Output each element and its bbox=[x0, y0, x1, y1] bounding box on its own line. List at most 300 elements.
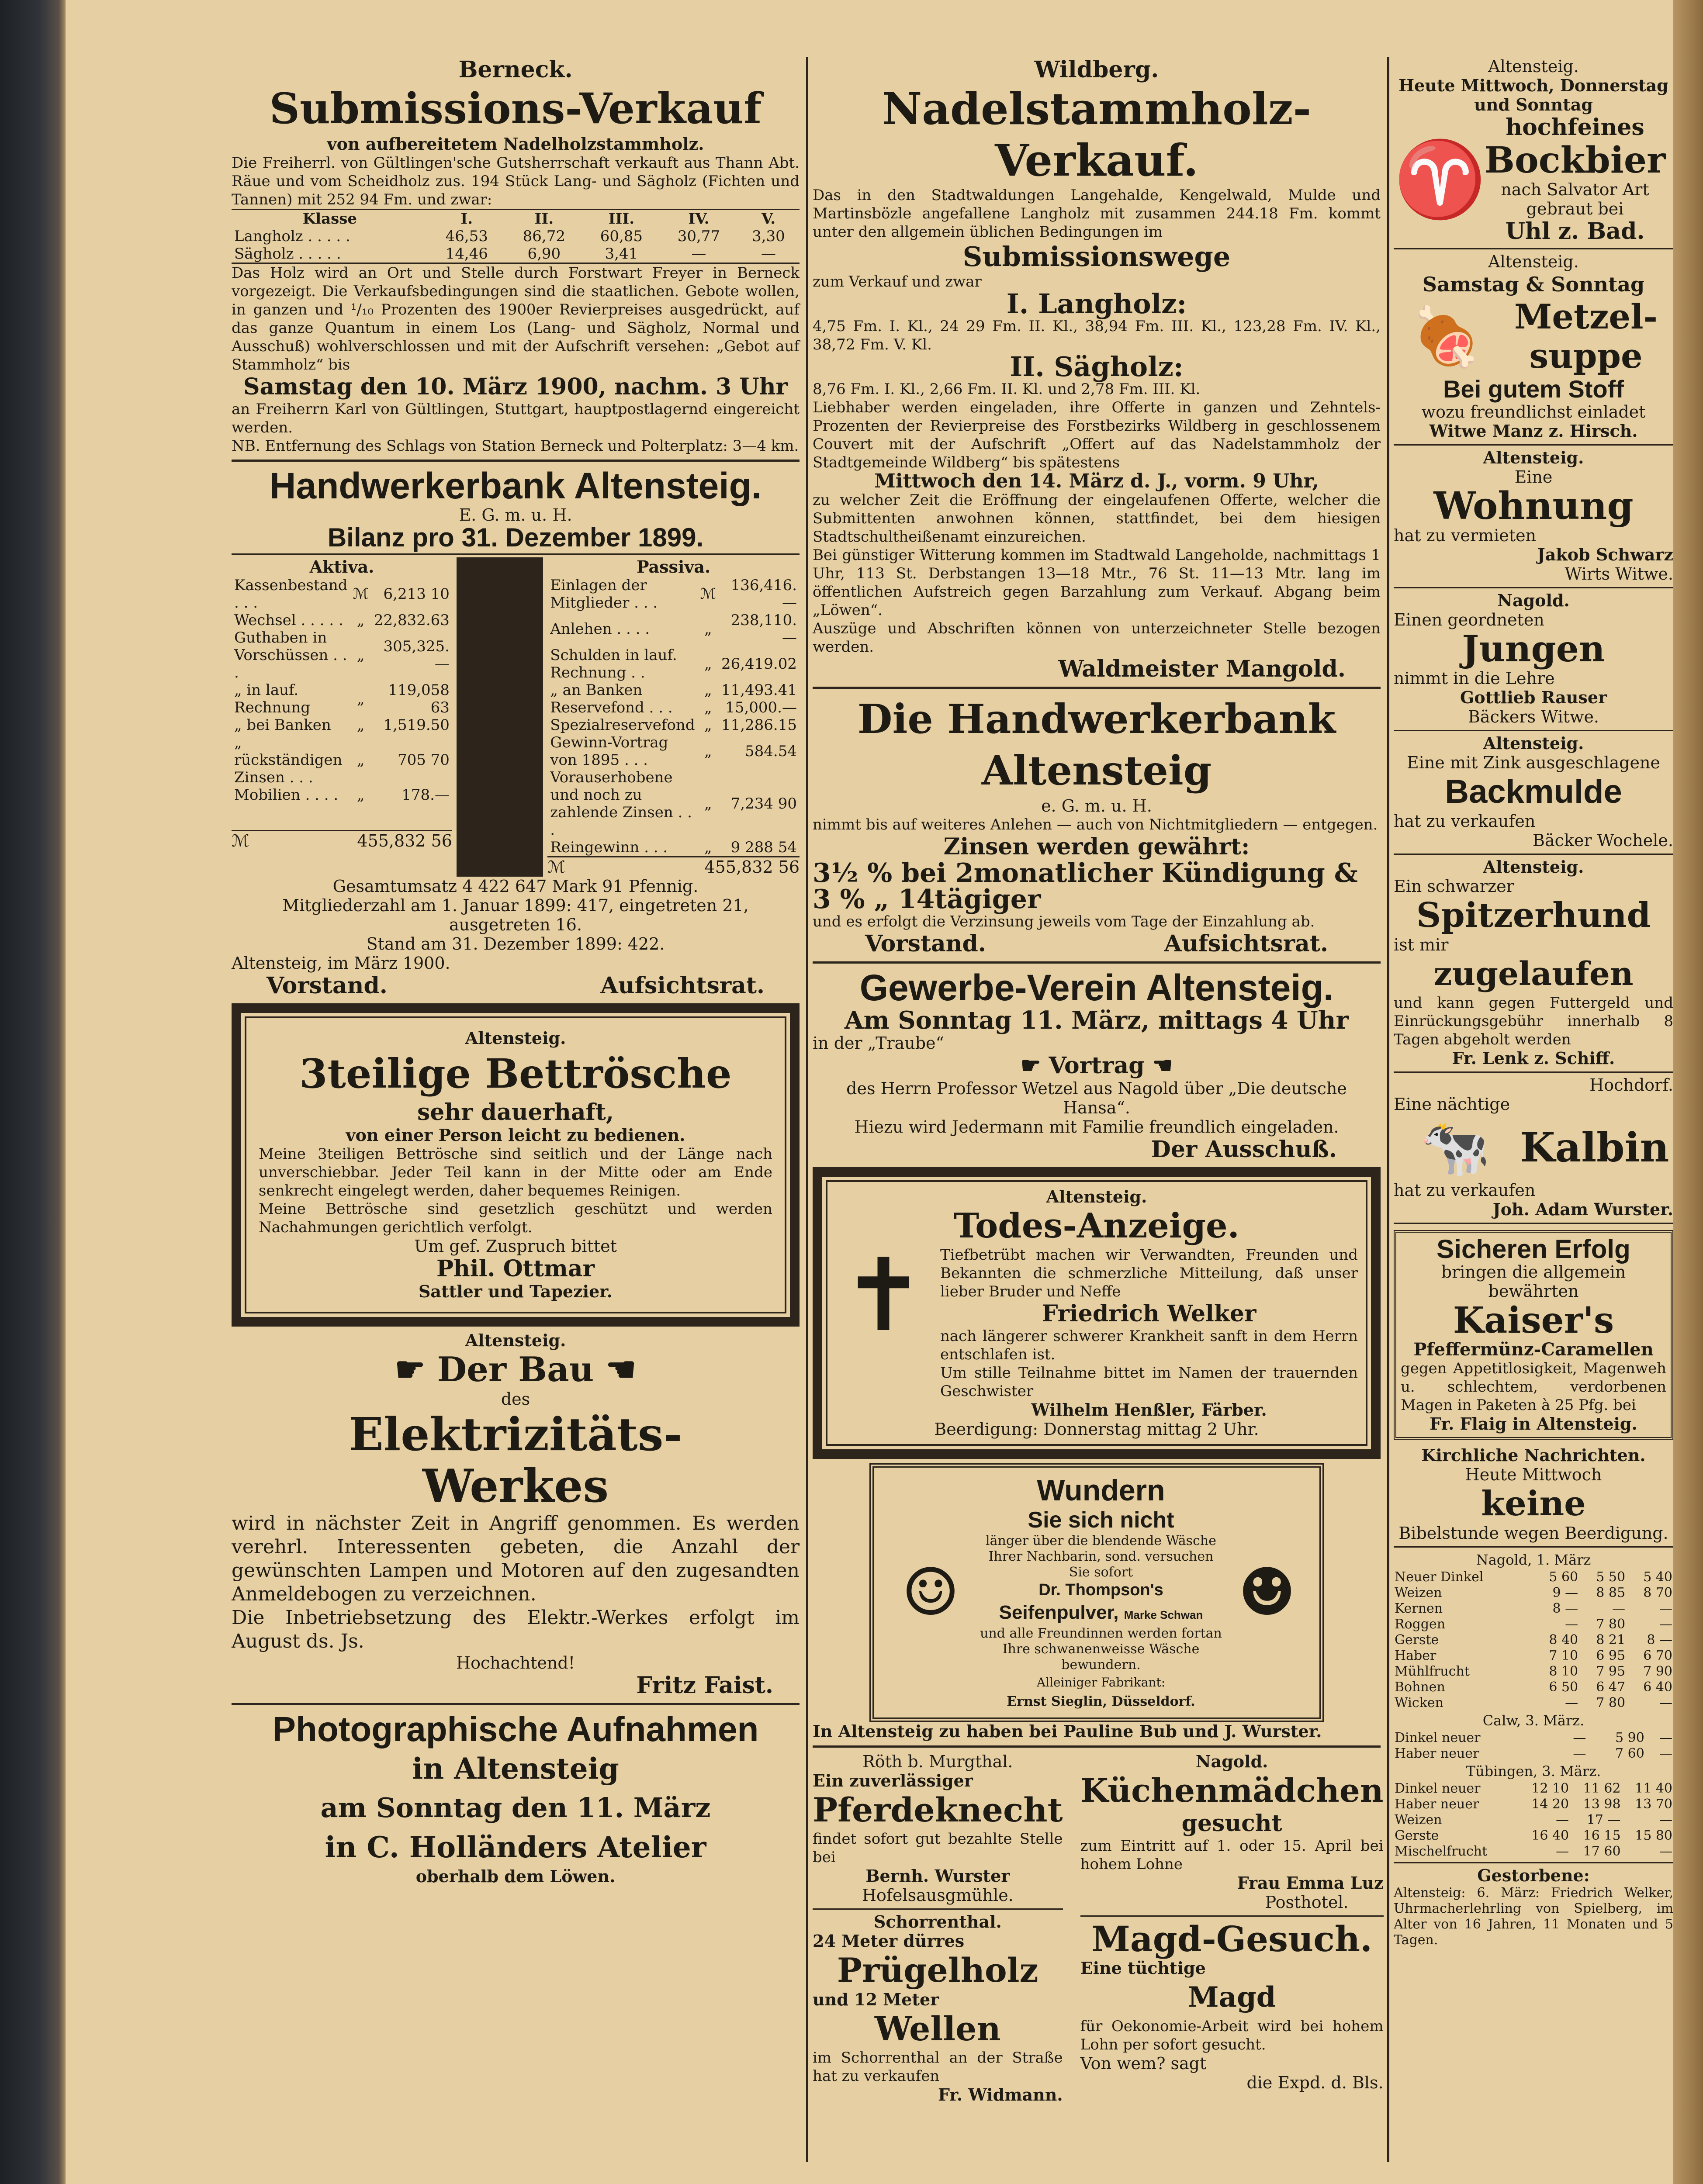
table-header: Klasse bbox=[302, 210, 357, 228]
table-cell: 8 40 bbox=[1549, 1632, 1578, 1648]
column-2 bbox=[813, 56, 1384, 2108]
column-3 bbox=[1394, 57, 1673, 1948]
ad-elektrizitaetswerk bbox=[232, 1331, 800, 1699]
bank-umsatz: Gesamtumsatz 4 422 647 Mark 91 Pfennig. bbox=[332, 877, 699, 896]
ad-body: Die Inbetriebsetzung des Elektr.-Werkes erfolgt im August ds. Js. bbox=[232, 1607, 800, 1652]
ad-firm: Ernst Sieglin, Düsseldorf. bbox=[1007, 1694, 1195, 1709]
table-cell: — bbox=[1573, 1730, 1586, 1745]
ad-backmulde bbox=[1394, 734, 1673, 850]
table-cell: 13 98 bbox=[1583, 1797, 1621, 1812]
ad-line: Heute Mittwoch, Donnerstag und Sonntag bbox=[1398, 76, 1668, 114]
ad-line: hochfeines bbox=[1506, 114, 1644, 141]
table-header: II. bbox=[534, 210, 554, 228]
table-cell: 584.54 bbox=[745, 743, 797, 760]
table-cell: 6 47 bbox=[1596, 1679, 1626, 1695]
table-cell: 17 — bbox=[1586, 1812, 1621, 1828]
ad-line: oberhalb dem Löwen. bbox=[415, 1866, 616, 1886]
table-cell: Guthaben in Vorschüssen . . . bbox=[234, 629, 347, 681]
ad-kirchliche-nachrichten bbox=[1394, 1446, 1673, 1543]
table-cell: 22,832.63 bbox=[374, 612, 450, 629]
table-cell: 6,90 bbox=[527, 245, 561, 263]
table-cell: — bbox=[1612, 1601, 1626, 1616]
price-title: Tübingen, 3. März. bbox=[1466, 1763, 1601, 1780]
table-cell: 7 60 bbox=[1615, 1746, 1644, 1761]
aktiva-sum bbox=[232, 830, 452, 850]
gestorbene-title: Gestorbene: bbox=[1477, 1866, 1590, 1885]
ad-title: Nadelstammholz-Verkauf. bbox=[882, 83, 1312, 186]
divider bbox=[1394, 587, 1673, 588]
ad-name: Gottlieb Rauser bbox=[1460, 688, 1607, 707]
ad-wildberg bbox=[813, 57, 1381, 682]
ad-title-2: suppe bbox=[1529, 336, 1643, 376]
table-cell: 15,000.— bbox=[725, 699, 797, 716]
ad-address: an Freiherrn Karl von Gültlingen, Stuttgart, hauptpostlagernd eingereicht werden. bbox=[232, 401, 800, 436]
table-row bbox=[232, 629, 452, 681]
gestorbene-body: Altensteig: 6. März: Friedrich Welker, Uhrmacherlehrling von Spielberg, im Alter von 16 Jahren, 11 Monaten und 5 Tagen. bbox=[1394, 1885, 1673, 1948]
ad-body: Auszüge und Abschriften können von unterzeichneter Stelle bezogen werden. bbox=[813, 620, 1381, 656]
table-row bbox=[1394, 1828, 1673, 1844]
table-header: III. bbox=[608, 210, 635, 228]
ad-title-2: Magd bbox=[1187, 1981, 1276, 2014]
ad-name: Bäcker Wochele. bbox=[1533, 831, 1673, 850]
ad-line: und es erfolgt die Verzinsung jeweils vom Tage der Einzahlung ab. bbox=[813, 913, 1315, 930]
table-cell: 7,234 90 bbox=[730, 795, 797, 812]
ad-place: Altensteig. bbox=[1483, 857, 1584, 877]
divider bbox=[813, 687, 1381, 689]
ad-name: Friedrich Welker bbox=[1042, 1300, 1256, 1327]
ad-title: Gewerbe-Verein Altensteig. bbox=[859, 967, 1334, 1008]
ad-body: hat zu verkaufen bbox=[1394, 1181, 1536, 1200]
table-cell: 30,77 bbox=[677, 228, 720, 245]
ad-title: Prügelholz bbox=[837, 1951, 1038, 1990]
table-cell: Gerste bbox=[1395, 1828, 1439, 1843]
balance-sheet bbox=[232, 557, 800, 877]
ad-magd-gesuch bbox=[1080, 1919, 1384, 2092]
table-cell: „ bbox=[704, 716, 712, 734]
table-cell: 7 10 bbox=[1549, 1648, 1578, 1663]
ad-place: Altensteig. bbox=[1483, 448, 1584, 467]
ad-title: Wohnung bbox=[1433, 484, 1634, 528]
table-cell: 9 288 54 bbox=[730, 839, 797, 856]
price-title: Nagold, 1. März bbox=[1476, 1552, 1591, 1568]
table-cell: 16 40 bbox=[1531, 1828, 1569, 1843]
ad-name-2: Bäckers Witwe. bbox=[1468, 707, 1599, 726]
table-cell: 8 85 bbox=[1596, 1585, 1626, 1600]
sum-currency: ℳ bbox=[232, 831, 249, 850]
rate-2: 3 % „ 14tägiger bbox=[813, 884, 1041, 915]
table-cell: 7 80 bbox=[1596, 1617, 1626, 1632]
bank-title: Handwerkerbank Altensteig. bbox=[269, 465, 762, 506]
ad-spitzerhund bbox=[1394, 857, 1673, 1068]
table-cell: Spezialreservefond bbox=[550, 716, 695, 734]
ad-place: Röth b. Murgthal. bbox=[862, 1752, 1013, 1771]
ad-line: in C. Holländers Atelier bbox=[325, 1830, 706, 1864]
ad-body: Liebhaber werden eingeladen, ihre Offerte in ganzen und Zehntels-Prozenten der Revierpreise des Forstbezirks Wildberg in geschlossenem Couvert mit der Aufschrift „Offert auf das Nadelstammholz der Stadtgemeinde Wildberg“ bis spätestens bbox=[813, 399, 1381, 471]
table-row bbox=[1394, 1569, 1673, 1585]
table-cell: Wicken bbox=[1395, 1695, 1443, 1711]
ad-egmuh: e. G. m. u. H. bbox=[1041, 796, 1152, 816]
thompson-row bbox=[883, 1474, 1311, 1711]
sum-value: 455,832 56 bbox=[357, 831, 452, 850]
table-cell: „ an Banken bbox=[550, 681, 643, 699]
table-cell: „ bbox=[357, 690, 365, 708]
table-cell: „ bbox=[704, 655, 712, 673]
ad-body: zu welcher Zeit die Eröffnung der eingelaufenen Offerte, welcher die Submittenten anwohnen können, stattfindet, bei dem hiesigen Stadtschultheißenamt einzureichen. bbox=[813, 491, 1381, 546]
table-cell: 7 90 bbox=[1643, 1664, 1672, 1679]
ad-body: Meine Bettrösche sind gesetzlich geschützt und werden Nachahmungen gerichtlich verfolgt. bbox=[259, 1200, 772, 1236]
passiva-title: Passiva. bbox=[636, 557, 711, 577]
table-cell: Kassenbestand . . . bbox=[234, 577, 348, 612]
table-row bbox=[1394, 1679, 1673, 1695]
cross-icon: ✝ bbox=[841, 1237, 926, 1354]
ad-body: wird in nächster Zeit in Angriff genommen. Es werden verehrl. Interessenten gebeten, die Anzahl der gewünschten Lampen und Motoren auf den zugesandten Anmeldebogen zu verzeichnen. bbox=[232, 1512, 800, 1605]
table-cell: 11,286.15 bbox=[721, 716, 797, 734]
aktiva-title: Aktiva. bbox=[309, 557, 374, 577]
ad-body: hat zu verkaufen bbox=[1394, 812, 1536, 831]
table-cell: 5 40 bbox=[1643, 1569, 1672, 1585]
ad-place: Berneck. bbox=[458, 56, 573, 83]
ad-body: zum Eintritt auf 1. oder 15. April bei hohem Lohne bbox=[1080, 1837, 1384, 1873]
table-cell: — bbox=[691, 245, 706, 263]
table-cell: ℳ bbox=[353, 585, 369, 603]
table-cell: 11,493.41 bbox=[721, 681, 797, 699]
ad-name: Fr. Flaig in Altensteig. bbox=[1430, 1414, 1637, 1434]
vorstand-label: Vorstand. bbox=[865, 930, 986, 957]
ad-line: ist mir bbox=[1394, 935, 1449, 954]
table-cell: 119,058 63 bbox=[388, 681, 450, 716]
ad-sign: Waldmeister Mangold. bbox=[1058, 656, 1346, 682]
table-row bbox=[547, 716, 800, 734]
col2-bottom-right bbox=[1076, 1752, 1384, 2108]
ad-title-2: Elektrizitäts- bbox=[349, 1407, 682, 1461]
vortrag-label: Vortrag bbox=[1049, 1052, 1145, 1079]
book-binding bbox=[0, 0, 66, 2184]
passiva-table bbox=[547, 577, 800, 856]
table-cell: 11 62 bbox=[1583, 1781, 1621, 1796]
ad-burial: Beerdigung: Donnerstag mittag 2 Uhr. bbox=[934, 1420, 1259, 1439]
table-row bbox=[547, 734, 800, 769]
table-cell: 14 20 bbox=[1531, 1797, 1569, 1812]
column-1 bbox=[232, 57, 800, 1890]
table-cell: „ bbox=[357, 612, 365, 629]
table-row bbox=[547, 681, 800, 699]
table-cell: 16 15 bbox=[1583, 1828, 1621, 1843]
ad-title: Pferdeknecht bbox=[813, 1790, 1063, 1829]
table-cell: 6 70 bbox=[1643, 1648, 1672, 1663]
table-cell: Gerste bbox=[1395, 1632, 1439, 1648]
ad-line: 24 Meter dürres bbox=[813, 1931, 965, 1951]
ad-body: und kann gegen Futtergeld und Einrückungsgebühr innerhalb 8 Tagen abgeholt werden bbox=[1394, 994, 1673, 1048]
ad-invite: wozu freundlichst einladet bbox=[1421, 402, 1646, 422]
bank-bilanz: Bilanz pro 31. Dezember 1899. bbox=[327, 523, 704, 552]
ad-title-2: Wellen bbox=[874, 2009, 1001, 2048]
ad-line: Eine nächtige bbox=[1394, 1095, 1510, 1114]
sum-currency: ℳ bbox=[547, 857, 565, 877]
ad-name: Fr. Lenk z. Schiff. bbox=[1452, 1048, 1615, 1068]
table-row bbox=[1394, 1812, 1673, 1828]
ad-line: Ein zuverlässiger bbox=[813, 1771, 973, 1790]
table-row bbox=[1394, 1664, 1673, 1679]
ad-title: Todes-Anzeige. bbox=[954, 1206, 1239, 1246]
ad-place: Altensteig. bbox=[1046, 1187, 1147, 1206]
ad-sign: Der Ausschuß. bbox=[1151, 1136, 1337, 1163]
todes-body-row bbox=[835, 1237, 1358, 1420]
kalbin-row bbox=[1394, 1114, 1673, 1181]
ad-jungen bbox=[1394, 591, 1673, 726]
thompson-dealer: In Altensteig zu haben bei Pauline Bub und J. Wurster. bbox=[813, 1721, 1322, 1741]
table-row bbox=[232, 734, 452, 786]
ad-title: Sicheren Erfolg bbox=[1436, 1234, 1630, 1264]
table-cell: 8 10 bbox=[1549, 1664, 1578, 1679]
table-cell: 5 90 bbox=[1615, 1730, 1644, 1745]
table-cell: Reservefond . . . bbox=[550, 699, 673, 716]
table-cell: 46,53 bbox=[445, 228, 488, 245]
table-cell: „ bbox=[357, 716, 365, 734]
divider bbox=[813, 1745, 1381, 1748]
bank-signatures bbox=[232, 973, 800, 999]
table-cell: — bbox=[1556, 1844, 1569, 1859]
table-row bbox=[1394, 1797, 1673, 1812]
ad-body: Das Holz wird an Ort und Stelle durch Forstwart Freyer in Berneck vorgezeigt. Die Verkaufsbedingungen sind die staatlichen. Gebote wollen, in ganzen und ¹/₁₀ Prozenten des 1900er Revierpreises ausgedrückt, auf das ganze Quantum in einem Los (Lang- und Sägholz, Normal und Ausschuß) wohlverschlossen und mit der Aufschrift versehen: „Gebot auf Stammholz“ bis bbox=[232, 264, 800, 373]
ad-name: Fritz Faist. bbox=[636, 1672, 773, 1699]
ad-name: Fr. Widmann. bbox=[938, 2085, 1063, 2105]
ad-kaiser-caramellen bbox=[1394, 1230, 1673, 1440]
table-cell: Einlagen der Mitglieder . . . bbox=[550, 577, 658, 612]
ad-des: des bbox=[501, 1389, 530, 1409]
ad-line: Bibelstunde wegen Beerdigung. bbox=[1398, 1524, 1668, 1543]
ad-line: bringen die allgemein bewährten bbox=[1441, 1262, 1626, 1301]
ad-body: Bei günstiger Witterung kommen im Stadtwald Langeholde, nachmittags 1 Uhr, 113 St. Derbstangen 13—18 Mtr., 76 St. 11—13 Mtr. lang im öffentlichen Aufstreich gegen Barzahlung zum Verkauf. Abgang beim „Löwen“. bbox=[813, 546, 1381, 619]
ad-firm: Posthotel. bbox=[1265, 1893, 1349, 1912]
table-cell: 12 10 bbox=[1531, 1781, 1569, 1796]
ad-place: Hochdorf. bbox=[1589, 1075, 1673, 1095]
table-row bbox=[1394, 1617, 1673, 1632]
ad-line: des Herrn Professor Wetzel aus Nagold über „Die deutsche Hansa“. bbox=[846, 1079, 1347, 1117]
divider bbox=[1394, 854, 1673, 855]
table-row bbox=[1394, 1844, 1673, 1859]
table-cell: Haber neuer bbox=[1395, 1746, 1479, 1761]
ad-line: nimmt bis auf weiteres Anlehen — auch von Nichtmitgliedern — entgegen. bbox=[813, 816, 1378, 833]
table-cell: Vorauserhobene und noch zu zahlende Zinsen . . . bbox=[550, 769, 692, 839]
table-row bbox=[1394, 1648, 1673, 1664]
ad-name: Phil. Ottmar bbox=[436, 1255, 595, 1282]
ad-body: für Oekonomie-Arbeit wird bei hohem Lohn per sofort gesucht. bbox=[1080, 2018, 1384, 2053]
table-row bbox=[547, 612, 800, 646]
marke-label: Marke Schwan bbox=[1124, 1608, 1203, 1621]
ad-pruegelholz bbox=[813, 1912, 1063, 2105]
lang-text: 4,75 Fm. I. Kl., 24 29 Fm. II. Kl., 38,94 Fm. III. Kl., 123,28 Fm. IV. Kl., 38,72 Fm. V. Kl. bbox=[813, 318, 1381, 353]
table-cell: Reingewinn . . . bbox=[550, 839, 668, 856]
price-table-nagold bbox=[1394, 1569, 1673, 1711]
ad-note: NB. Entfernung des Schlags von Station Berneck und Polterplatz: 3—4 km. bbox=[232, 437, 799, 455]
ad-body: nimmt in die Lehre bbox=[1394, 669, 1555, 688]
ad-subtitle: Sie sich nicht bbox=[1028, 1507, 1174, 1533]
table-row bbox=[1394, 1601, 1673, 1617]
table-cell: Gewinn-Vortrag von 1895 . . . bbox=[550, 734, 668, 769]
table-cell: 136,416.— bbox=[730, 577, 797, 612]
ad-body: und alle Freundinnen werden fortan Ihre schwanenweisse Wäsche bewundern. bbox=[980, 1626, 1222, 1673]
ad-wohnung bbox=[1394, 448, 1673, 584]
ad-title: Magd-Gesuch. bbox=[1091, 1918, 1372, 1959]
table-cell: „ bbox=[704, 839, 712, 856]
ad-line: Eine bbox=[1514, 467, 1553, 487]
table-cell: 15 80 bbox=[1635, 1828, 1672, 1843]
table-cell: 1,519.50 bbox=[383, 716, 450, 734]
ad-line: in Altensteig bbox=[412, 1752, 619, 1786]
rate-1: 3½ % bei 2monatlicher Kündigung & bbox=[813, 858, 1358, 888]
ad-bank-balance bbox=[232, 466, 800, 999]
ad-sign: Wilhelm Henßler, Färber. bbox=[1031, 1400, 1267, 1420]
ad-pferdeknecht bbox=[813, 1752, 1063, 1905]
bank-stand: Stand am 31. Dezember 1899: 422. bbox=[366, 934, 665, 954]
divider bbox=[813, 1908, 1063, 1910]
ad-title-text: Der Bau bbox=[437, 1350, 594, 1389]
ad-body: nach längerer schwerer Krankheit sanft in dem Herrn entschlafen ist. bbox=[940, 1327, 1358, 1363]
ad-title: Metzel- bbox=[1514, 297, 1658, 337]
table-cell: „ bbox=[704, 743, 712, 760]
table-header: I. bbox=[460, 210, 473, 228]
ad-title: Photographische Aufnahmen bbox=[272, 1710, 759, 1749]
table-cell: „ bbox=[357, 786, 365, 804]
bock-text bbox=[1477, 114, 1673, 245]
cow-icon: 🐄 bbox=[1419, 1114, 1490, 1180]
table-row bbox=[547, 699, 800, 716]
ad-body: hat zu vermieten bbox=[1394, 526, 1537, 545]
ad-title: Die Handwerkerbank Altensteig bbox=[857, 695, 1336, 794]
table-cell: Mobilien . . . . bbox=[234, 786, 339, 804]
ad-handwerkerbank-zinsen bbox=[813, 693, 1381, 957]
ad-line: am Sonntag den 11. März bbox=[320, 1792, 711, 1824]
divider bbox=[232, 460, 800, 462]
ad-kuechenmaedchen bbox=[1080, 1752, 1384, 1912]
ad-thompson-seifenpulver bbox=[869, 1463, 1324, 1722]
price-table-tuebingen bbox=[1394, 1781, 1673, 1859]
table-cell: 178.— bbox=[402, 786, 450, 804]
saeg-title: II. Sägholz: bbox=[1010, 351, 1184, 383]
ad-name: Bernh. Wurster bbox=[865, 1866, 1010, 1886]
pointing-hand-icon: ☚ bbox=[594, 1350, 637, 1389]
table-cell: 8 21 bbox=[1596, 1632, 1626, 1648]
table-row bbox=[547, 769, 800, 839]
table-cell: — bbox=[1659, 1617, 1672, 1632]
ad-line: Eine tüchtige bbox=[1080, 1958, 1206, 1978]
ad-body: Um stille Teilnahme bittet im Namen der trauernden Geschwister bbox=[940, 1364, 1358, 1400]
ad-line: nach Salvator Art gebraut bei bbox=[1501, 180, 1649, 218]
table-cell: 7 80 bbox=[1596, 1695, 1626, 1711]
ad-title: Jungen bbox=[1462, 628, 1605, 670]
ad-date: Samstag den 10. März 1900, nachm. 3 Uhr bbox=[243, 373, 788, 400]
metzel-row bbox=[1394, 297, 1673, 376]
ad-text: zum Verkauf und zwar bbox=[813, 273, 982, 290]
table-cell: 13 70 bbox=[1635, 1797, 1672, 1812]
table-cell: Mühlfrucht bbox=[1395, 1664, 1470, 1679]
table-cell: 8 — bbox=[1647, 1632, 1672, 1648]
page-edge bbox=[1673, 0, 1703, 2184]
table-header: V. bbox=[761, 210, 776, 228]
ad-place: Schorrenthal. bbox=[873, 1912, 1002, 1932]
table-cell: 6 95 bbox=[1596, 1648, 1626, 1663]
ad-line: von einer Person leicht zu bedienen. bbox=[346, 1125, 685, 1145]
aktiva-column bbox=[232, 557, 452, 877]
divider bbox=[1394, 1223, 1673, 1224]
ad-title: Wundern bbox=[1037, 1474, 1165, 1507]
table-cell: Langholz . . . . . bbox=[234, 228, 350, 245]
ad-title: Backmulde bbox=[1445, 773, 1622, 810]
ad-place: Nagold. bbox=[1195, 1752, 1268, 1771]
ad-line: Ein schwarzer bbox=[1394, 877, 1514, 896]
goat-figure-icon: ♈ bbox=[1394, 136, 1486, 223]
ad-gesucht: gesucht bbox=[1181, 1810, 1282, 1837]
ad-body: Tiefbetrübt machen wir Verwandten, Freunden und Bekannten die schmerzliche Mitteilung, daß unser lieber Bruder und Neffe bbox=[940, 1246, 1358, 1300]
ad-wo: Von wem? sagt bbox=[1080, 2054, 1207, 2073]
table-cell: 3,30 bbox=[752, 228, 785, 245]
ad-firm: Hofelsausgmühle. bbox=[862, 1886, 1014, 1905]
aufsichtsrat-label: Aufsichtsrat. bbox=[600, 972, 765, 999]
pointing-hand-icon: ☛ bbox=[1020, 1052, 1049, 1079]
table-cell: 5 50 bbox=[1596, 1569, 1626, 1585]
table-row bbox=[1394, 1730, 1673, 1746]
ad-line: sehr dauerhaft, bbox=[417, 1099, 614, 1126]
table-cell: Dinkel neuer bbox=[1395, 1730, 1481, 1745]
table-cell: 9 — bbox=[1552, 1585, 1578, 1600]
ad-intro: Die Freiherrl. von Gültlingen'sche Gutsherrschaft verkauft aus Thann Abt. Räue und vom Scheidholz zus. 194 Stück Lang- und Sägholz (Fichten und Tannen) mit 252 94 Fm. und zwar: bbox=[232, 154, 800, 208]
ad-berneck-submission bbox=[232, 57, 800, 455]
table-cell: „ rückständigen Zinsen . . . bbox=[234, 734, 343, 786]
thompson-text bbox=[979, 1474, 1223, 1711]
ad-intro: Das in den Stadtwaldungen Langehalde, Kengelwald, Mulde und Martinsbözle angefallene Langholz mit zusammen 244.18 Fm. kommt unter den allgemein üblichen Bedingungen im bbox=[813, 187, 1381, 241]
divider bbox=[1394, 1546, 1673, 1548]
table-cell: — bbox=[1565, 1695, 1578, 1711]
table-cell: Kernen bbox=[1395, 1601, 1443, 1616]
table-row bbox=[1394, 1695, 1673, 1711]
ad-keine: keine bbox=[1481, 1484, 1586, 1524]
divider bbox=[1080, 1915, 1384, 1917]
ad-title: Submissions-Verkauf bbox=[269, 84, 762, 133]
table-cell: ℳ bbox=[700, 585, 716, 603]
price-title: Calw, 3. März. bbox=[1482, 1712, 1585, 1729]
table-row bbox=[232, 228, 800, 245]
ad-subtitle: von aufbereitetem Nadelholzstammholz. bbox=[327, 134, 704, 154]
passiva-sum bbox=[547, 856, 800, 877]
table-row bbox=[1394, 1746, 1673, 1762]
product-label: Seifenpulver, bbox=[999, 1602, 1119, 1623]
ad-gewerbe-verein bbox=[813, 968, 1381, 1163]
table-row bbox=[1394, 1632, 1673, 1648]
table-cell: Sägholz . . . . . bbox=[234, 245, 341, 263]
table-cell: 5 60 bbox=[1549, 1569, 1578, 1585]
ad-title bbox=[232, 1350, 800, 1389]
table-cell: „ bbox=[704, 699, 712, 716]
table-cell: 17 60 bbox=[1583, 1844, 1621, 1859]
wood-class-table bbox=[232, 209, 800, 264]
table-cell: 14,46 bbox=[445, 245, 488, 263]
ad-line: Eine mit Zink ausgeschlagene bbox=[1407, 753, 1660, 772]
table-cell: 60,85 bbox=[600, 228, 643, 245]
ad-name: Joh. Adam Wurster. bbox=[1492, 1199, 1673, 1219]
table-cell: 8 70 bbox=[1643, 1585, 1672, 1600]
aktiva-table bbox=[232, 577, 452, 804]
table-cell: 6,213 10 bbox=[383, 585, 450, 603]
bank-egmuh: E. G. m. u. H. bbox=[459, 505, 572, 525]
ad-title: Spitzerhund bbox=[1416, 895, 1651, 935]
ad-title: Kalbin bbox=[1520, 1123, 1669, 1171]
ad-date: Am Sonntag 11. März, mittags 4 Uhr bbox=[845, 1006, 1349, 1035]
ad-trade: Sattler und Tapezier. bbox=[418, 1282, 613, 1301]
table-cell: Haber neuer bbox=[1395, 1797, 1479, 1812]
table-cell: — bbox=[1659, 1601, 1672, 1616]
ad-date: Mittwoch den 14. März d. J., vorm. 9 Uhr, bbox=[874, 470, 1319, 492]
table-cell: „ bbox=[704, 795, 712, 812]
